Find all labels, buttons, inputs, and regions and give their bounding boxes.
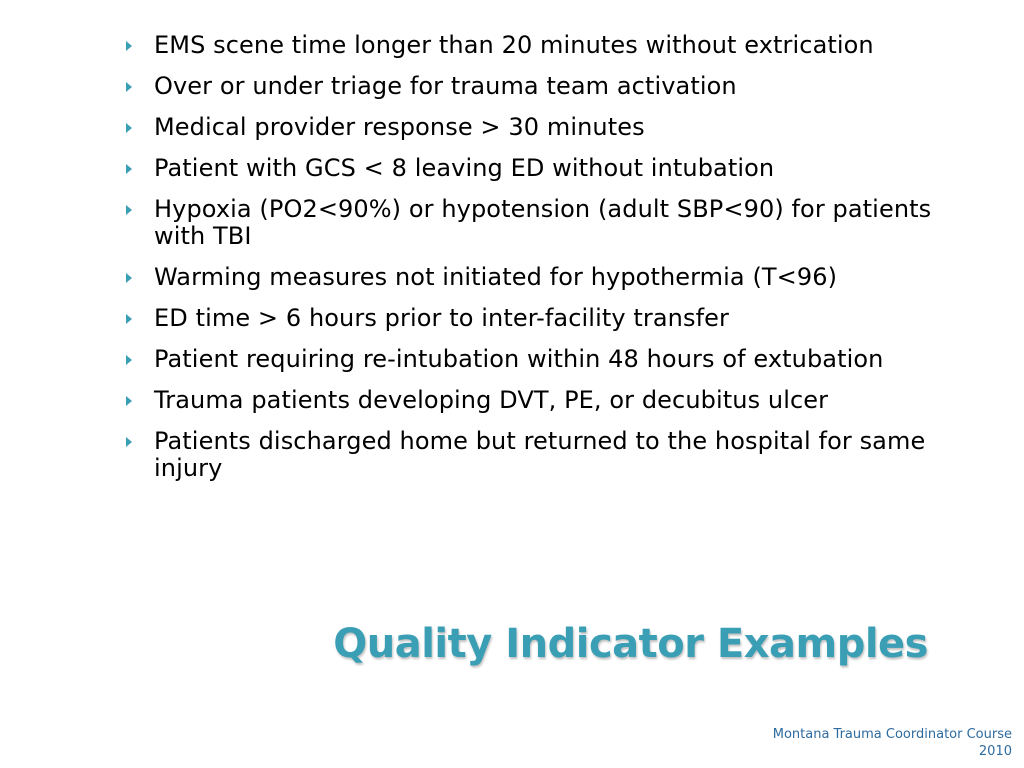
triangle-right-icon [126,205,132,215]
slide-title: Quality Indicator Examples [333,621,928,667]
bullet-item [126,196,946,250]
footer [773,726,1012,760]
footer-course-name: Montana Trauma Coordinator Course [772,727,1012,742]
bullet-text: ED time > 6 hours prior to inter-facility transfer [154,304,729,332]
bullet-text: Medical provider response > 30 minutes [154,113,645,141]
bullet-text: Warming measures not initiated for hypothermia (T<96) [154,263,838,291]
bullet-item [126,305,946,332]
triangle-right-icon [126,273,132,283]
bullet-text: Patient with GCS < 8 leaving ED without intubation [154,154,775,182]
bullet-text: Over or under triage for trauma team activation [154,72,737,100]
bullet-list [126,32,946,496]
bullet-item [126,73,946,100]
bullet-item [126,387,946,414]
bullet-text: Hypoxia (PO2<90%) or hypotension (adult SBP<90) for patients with TBI [154,195,932,250]
triangle-right-icon [126,41,132,51]
triangle-right-icon [126,396,132,406]
triangle-right-icon [126,437,132,447]
bullet-text: EMS scene time longer than 20 minutes without extrication [154,31,874,59]
triangle-right-icon [126,355,132,365]
triangle-right-icon [126,82,132,92]
bullet-item [126,346,946,373]
bullet-item [126,32,946,59]
footer-year: 2010 [978,744,1012,759]
bullet-item [126,114,946,141]
bullet-item [126,264,946,291]
triangle-right-icon [126,123,132,133]
bullet-text: Trauma patients developing DVT, PE, or decubitus ulcer [154,386,829,414]
bullet-item [126,428,946,482]
bullet-item [126,155,946,182]
triangle-right-icon [126,164,132,174]
bullet-text: Patients discharged home but returned to the hospital for same injury [154,427,926,482]
triangle-right-icon [126,314,132,324]
bullet-text: Patient requiring re-intubation within 48 hours of extubation [154,345,884,373]
